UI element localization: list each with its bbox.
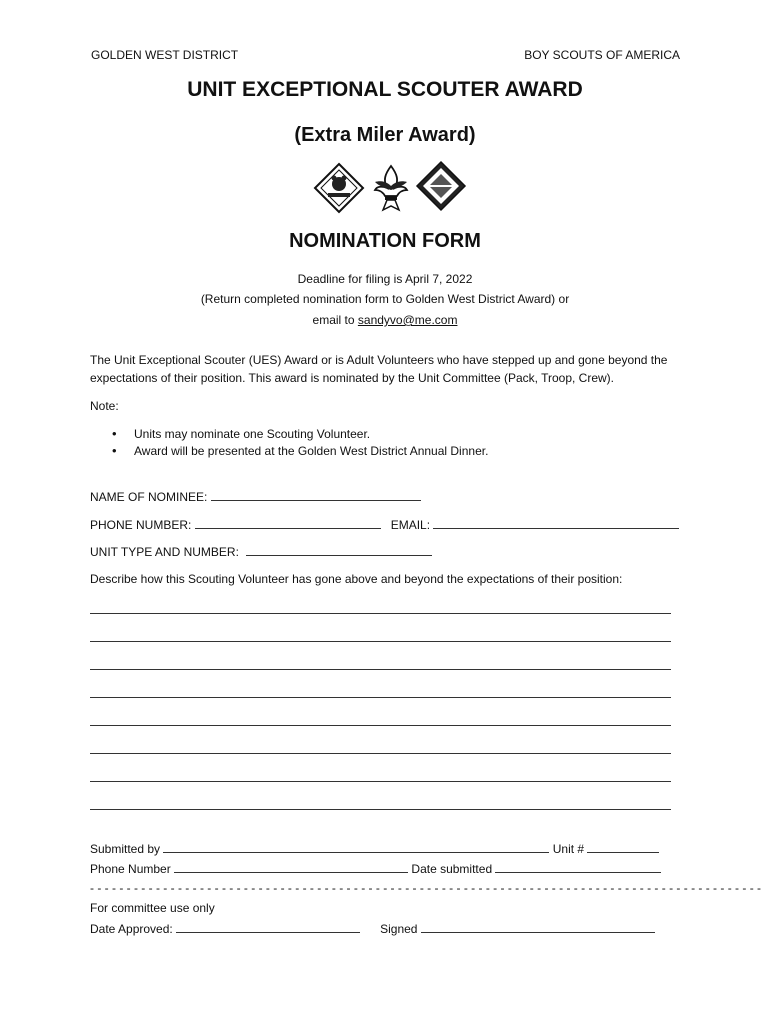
- cut-divider: - - - - - - - - - - - - - - - - - - - - - - - - - - - - - - - - - - - - - - - - - - - - - - - - - - - - - - - - - - - - - - - - - - - - - - - - - - - - - - - - - - - - - - - - - - - -: [90, 881, 762, 895]
- signed-label: Signed: [380, 922, 418, 936]
- description-line[interactable]: [90, 697, 671, 698]
- bullet-icon: •: [112, 426, 117, 441]
- bullet-text: Units may nominate one Scouting Volunteer.: [134, 427, 371, 441]
- date-submitted-label: Date submitted: [411, 862, 493, 876]
- date-approved-blank[interactable]: [176, 921, 360, 933]
- return-note: (Return completed nomination form to Golden West District Award) or: [200, 292, 570, 306]
- scouting-emblems-image: [313, 160, 469, 216]
- date-approved-label: Date Approved:: [90, 922, 173, 936]
- nominee-blank[interactable]: [211, 489, 421, 501]
- bullet-text: Award will be presented at the Golden West District Annual Dinner.: [134, 444, 489, 458]
- nominee-label: NAME OF NOMINEE:: [90, 490, 208, 504]
- unit-label: UNIT TYPE AND NUMBER:: [90, 545, 239, 559]
- unit-number-blank[interactable]: [587, 841, 659, 853]
- email-blank[interactable]: [433, 517, 679, 529]
- describe-prompt: Describe how this Scouting Volunteer has gone above and beyond the expectations of their position:: [90, 572, 623, 586]
- bullet-icon: •: [112, 443, 117, 458]
- venturing-emblem-icon: [417, 162, 465, 210]
- description-line[interactable]: [90, 613, 671, 614]
- committee-label: For committee use only: [90, 901, 215, 915]
- nominee-field: [90, 489, 421, 504]
- description-line[interactable]: [90, 781, 671, 782]
- header-organization: BOY SCOUTS OF AMERICA: [524, 48, 680, 62]
- submitted-by-blank[interactable]: [163, 841, 549, 853]
- description-line[interactable]: [90, 641, 671, 642]
- phone-label: PHONE NUMBER:: [90, 518, 192, 532]
- phone-number-blank[interactable]: [174, 861, 408, 873]
- unit-number-label: Unit #: [552, 842, 585, 856]
- cub-scout-emblem-icon: [315, 164, 363, 212]
- page-title: UNIT EXCEPTIONAL SCOUTER AWARD: [187, 78, 583, 101]
- phone-email-row: [90, 517, 679, 532]
- scouting-logos: [313, 160, 469, 216]
- email-prefix: email to: [312, 313, 358, 327]
- note-label: Note:: [90, 399, 119, 413]
- phone-date-row: [90, 861, 661, 876]
- header-district: GOLDEN WEST DISTRICT: [91, 48, 239, 62]
- description-line[interactable]: [90, 725, 671, 726]
- submitted-by-row: [90, 841, 659, 856]
- list-item: [112, 426, 370, 441]
- phone-blank[interactable]: [195, 517, 381, 529]
- list-item: [112, 443, 488, 458]
- date-submitted-blank[interactable]: [495, 861, 661, 873]
- email-label: EMAIL:: [390, 518, 431, 532]
- description-line[interactable]: [90, 753, 671, 754]
- description-line[interactable]: [90, 669, 671, 670]
- fleur-de-lis-eagle-emblem-icon: [375, 166, 407, 210]
- approval-row: [90, 921, 655, 936]
- page-subtitle: (Extra Miler Award): [294, 124, 476, 146]
- unit-field: [90, 544, 432, 559]
- deadline-text: Deadline for filing is April 7, 2022: [297, 272, 473, 286]
- email-line: [0, 313, 770, 327]
- unit-blank[interactable]: [246, 544, 432, 556]
- phone-number-label: Phone Number: [90, 862, 171, 876]
- description-line[interactable]: [90, 809, 671, 810]
- signed-blank[interactable]: [421, 921, 655, 933]
- submitted-by-label: Submitted by: [90, 842, 161, 856]
- email-link[interactable]: sandyvo@me.com: [357, 313, 458, 327]
- award-description: The Unit Exceptional Scouter (UES) Award or is Adult Volunteers who have stepped up and gone beyond the expectations of their position. This award is nominated by the Unit Committee (Pack, Troop, Crew).: [90, 353, 668, 385]
- form-title: NOMINATION FORM: [289, 230, 481, 252]
